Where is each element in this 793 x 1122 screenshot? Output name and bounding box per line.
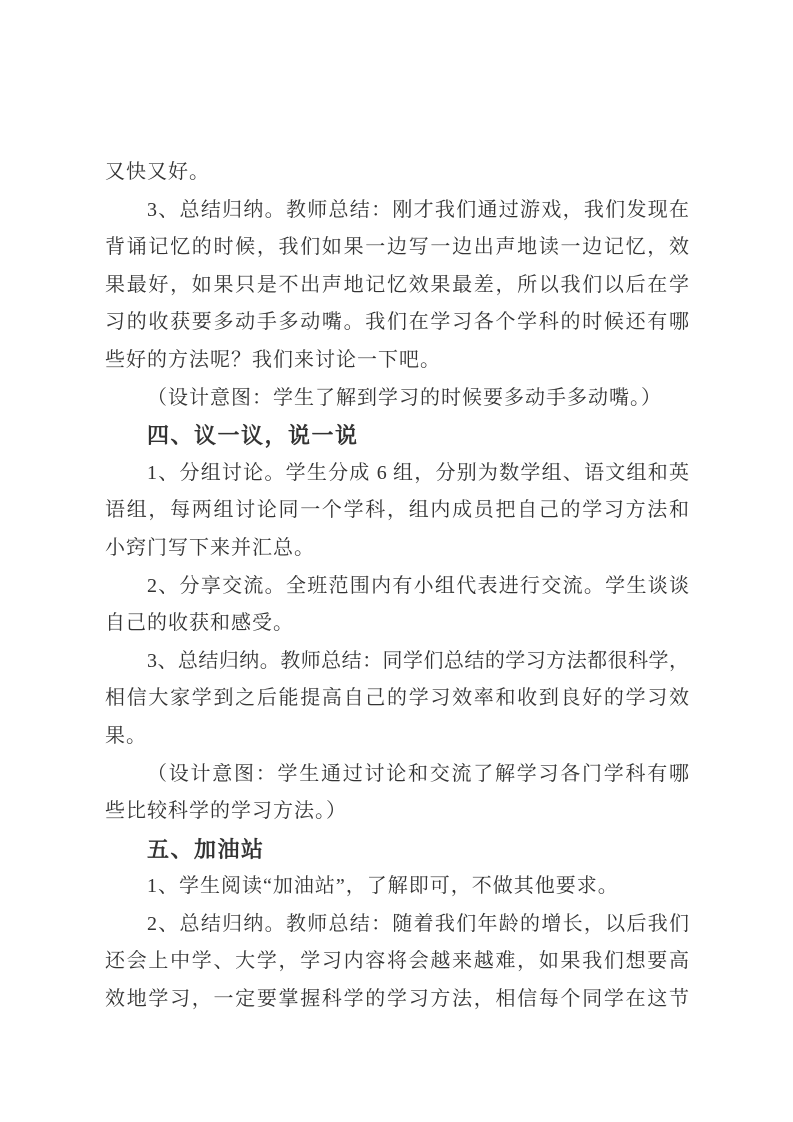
text-line: 3、总结归纳。教师总结：刚才我们通过游戏，我们发现在	[147, 198, 689, 221]
text-line: 语组，每两组讨论同一个学科，组内成员把自己的学习方法和	[105, 499, 689, 522]
text-line: 3、总结归纳。教师总结：同学们总结的学习方法都很科学，	[147, 649, 689, 672]
text-line: 1、学生阅读“加油站”，了解即可，不做其他要求。	[147, 875, 619, 898]
text-line: 背诵记忆的时候，我们如果一边写一边出声地读一边记忆，效	[105, 236, 689, 259]
text-line: 小窍门写下来并汇总。	[105, 536, 315, 559]
text-line: 2、分享交流。全班范围内有小组代表进行交流。学生谈谈	[147, 574, 689, 597]
text-line: 2、总结归纳。教师总结：随着我们年龄的增长，以后我们	[147, 912, 689, 935]
text-line: 果最好，如果只是不出声地记忆效果最差，所以我们以后在学	[105, 273, 689, 296]
design-intent-note: 些比较科学的学习方法。）	[105, 800, 347, 823]
design-intent-note: （设计意图：学生了解到学习的时候要多动手多动嘴。）	[147, 386, 662, 409]
text-line: 效地学习，一定要掌握科学的学习方法，相信每个同学在这节	[105, 988, 689, 1011]
text-line: 自己的收获和感受。	[105, 612, 294, 635]
section-heading: 五、加油站	[147, 836, 265, 862]
text-line: 果。	[105, 724, 147, 747]
design-intent-note: （设计意图：学生通过讨论和交流了解学习各门学科有哪	[147, 762, 689, 785]
section-heading: 四、议一议，说一说	[147, 423, 359, 449]
text-column	[105, 154, 689, 1019]
text-line: 1、分组讨论。学生分成 6 组，分别为数学组、语文组和英	[147, 461, 689, 484]
text-line: 习的收获要多动手多动嘴。我们在学习各个学科的时候还有哪	[105, 311, 689, 334]
text-line: 些好的方法呢？我们来讨论一下吧。	[105, 348, 441, 371]
text-line: 相信大家学到之后能提高自己的学习效率和收到良好的学习效	[105, 687, 689, 710]
text-line: 又快又好。	[105, 161, 210, 183]
text-line: 还会上中学、大学，学习内容将会越来越难，如果我们想要高	[105, 950, 689, 973]
